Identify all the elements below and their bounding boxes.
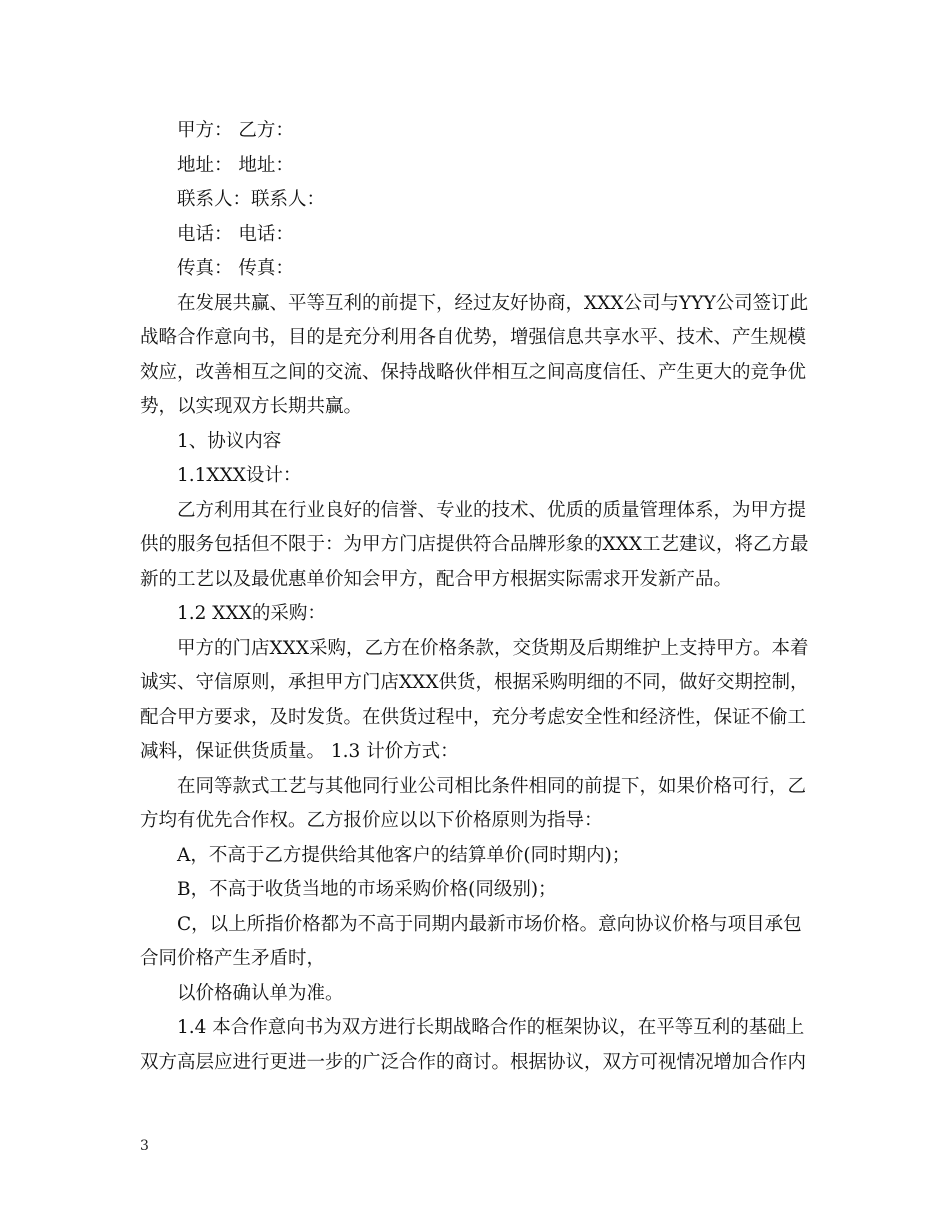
- text-line: 在同等款式工艺与其他同行业公司相比条件相同的前提下，如果价格可行，乙: [177, 775, 807, 797]
- text-line: 配合甲方要求，及时发货。在供货过程中，充分考虑安全性和经济性，保证不偷工: [140, 706, 807, 728]
- text-line: 1.1XXX设计：: [177, 465, 302, 486]
- text-line: 以价格确认单为准。: [177, 982, 344, 1004]
- text-line: 电话： 电话：: [177, 223, 294, 245]
- text-line: B，不高于收货当地的市场采购价格(同级别)；: [177, 879, 557, 900]
- text-line: 势，以实现双方长期共赢。: [140, 396, 363, 417]
- text-line: A，不高于乙方提供给其他客户的结算单价(同时期内)；: [177, 844, 631, 866]
- text-line: 甲方： 乙方：: [177, 120, 294, 141]
- text-line: 新的工艺以及最优惠单价知会甲方，配合甲方根据实际需求开发新产品。: [140, 568, 733, 590]
- text-line: 1.2 XXX的采购：: [177, 603, 326, 624]
- document-body: [140, 114, 810, 1080]
- text-line: 战略合作意向书，目的是充分利用各自优势，增强信息共享水平、技术、产生规模: [140, 327, 807, 348]
- text-line: 双方高层应进行更进一步的广泛合作的商讨。根据协议，双方可视情况增加合作内: [140, 1051, 807, 1073]
- text-line: 传真： 传真：: [177, 258, 294, 279]
- text-line: 供的服务包括但不限于：为甲方门店提供符合品牌形象的XXX工艺建议，将乙方最: [140, 534, 809, 555]
- text-line: 减料，保证供货质量。 1.3 计价方式：: [140, 741, 459, 762]
- text-line: 乙方利用其在行业良好的信誉、专业的技术、优质的质量管理体系，为甲方提: [177, 499, 807, 521]
- text-line: 甲方的门店XXX采购，乙方在价格条款，交货期及后期维护上支持甲方。本着: [177, 637, 809, 659]
- text-line: C，以上所指价格都为不高于同期内最新市场价格。意向协议价格与项目承包: [177, 913, 802, 935]
- text-line: 联系人：联系人：: [177, 189, 326, 210]
- text-line: 诚实、守信原则，承担甲方门店XXX供货，根据采购明细的不同，做好交期控制，: [140, 672, 809, 693]
- text-line: 1.4 本合作意向书为双方进行长期战略合作的框架协议，在平等互利的基础上: [177, 1017, 805, 1038]
- text-line: 效应，改善相互之间的交流、保持战略伙伴相互之间高度信任、产生更大的竞争优: [140, 361, 807, 383]
- text-line: 合同价格产生矛盾时，: [140, 948, 326, 969]
- text-line: 在发展共赢、平等互利的前提下，经过友好协商，XXX公司与YYY公司签订此: [177, 292, 809, 314]
- text-line: 地址： 地址：: [177, 154, 294, 176]
- text-line: 1、协议内容: [177, 430, 282, 452]
- text-line: 方均有优先合作权。乙方报价应以以下价格原则为指导：: [140, 810, 603, 831]
- page-number: 3: [140, 1138, 149, 1154]
